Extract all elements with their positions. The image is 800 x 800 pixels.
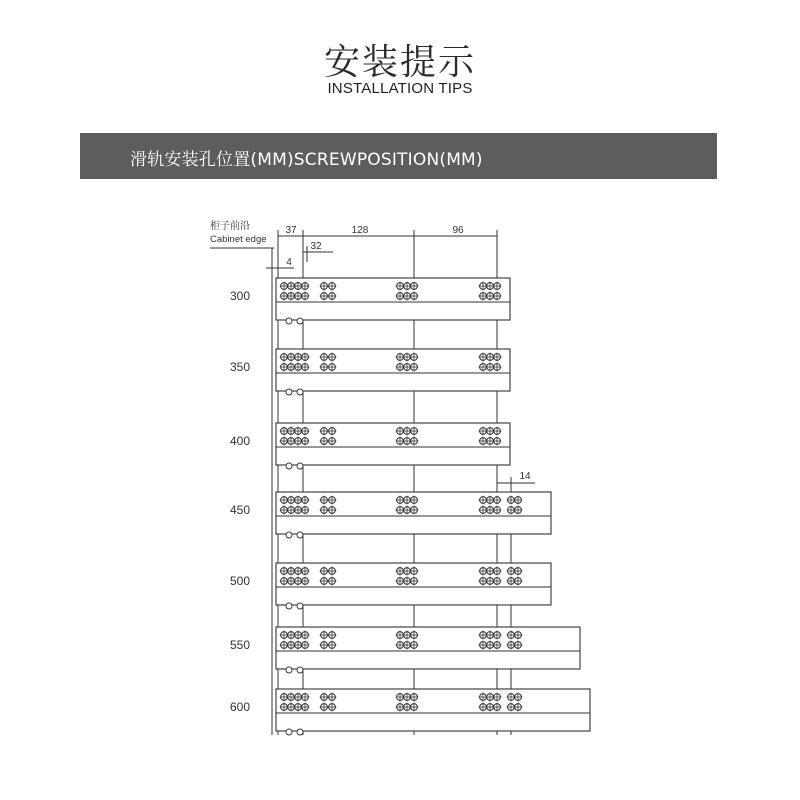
rail-body bbox=[276, 423, 510, 465]
rail-500 bbox=[230, 563, 551, 609]
rail-length-label: 600 bbox=[229, 700, 251, 714]
rail-length-label: 400 bbox=[229, 434, 251, 448]
banner-title: 滑轨安装孔位置(MM)SCREWPOSITION(MM) bbox=[130, 150, 483, 170]
page-title: 安装提示 bbox=[323, 42, 476, 83]
bottom-slot bbox=[297, 318, 303, 324]
rail-550 bbox=[230, 627, 580, 673]
dimension-label-4: 4 bbox=[286, 257, 292, 268]
dimension-label-37: 37 bbox=[285, 225, 297, 236]
rail-450 bbox=[230, 492, 551, 538]
dimension-label-128: 128 bbox=[351, 225, 369, 236]
rail-length-label: 550 bbox=[229, 638, 251, 652]
dimension-label-14: 14 bbox=[519, 471, 531, 482]
bottom-slot bbox=[297, 603, 303, 609]
rail-body bbox=[276, 349, 510, 391]
bottom-slot bbox=[286, 389, 292, 395]
bottom-slot bbox=[286, 318, 292, 324]
rail-length-label: 300 bbox=[229, 289, 251, 303]
rail-body bbox=[276, 278, 510, 320]
rail-600 bbox=[230, 689, 590, 735]
rail-length-label: 350 bbox=[229, 360, 251, 374]
bottom-slot bbox=[286, 667, 292, 673]
cabinet-edge-label-cn: 柜子前沿 bbox=[210, 221, 250, 232]
bottom-slot bbox=[297, 729, 303, 735]
dimension-label-96: 96 bbox=[452, 225, 464, 236]
bottom-slot bbox=[286, 532, 292, 538]
bottom-slot bbox=[297, 389, 303, 395]
bottom-slot bbox=[297, 532, 303, 538]
bottom-slot bbox=[297, 667, 303, 673]
bottom-slot bbox=[286, 603, 292, 609]
bottom-slot bbox=[286, 729, 292, 735]
page-subtitle: INSTALLATION TIPS bbox=[327, 80, 473, 97]
dimension-label-32: 32 bbox=[310, 241, 322, 252]
cabinet-edge-label-en: Cabinet edge bbox=[210, 234, 267, 245]
rail-length-label: 500 bbox=[229, 574, 251, 588]
bottom-slot bbox=[297, 463, 303, 469]
bottom-slot bbox=[286, 463, 292, 469]
rail-length-label: 450 bbox=[229, 503, 251, 517]
